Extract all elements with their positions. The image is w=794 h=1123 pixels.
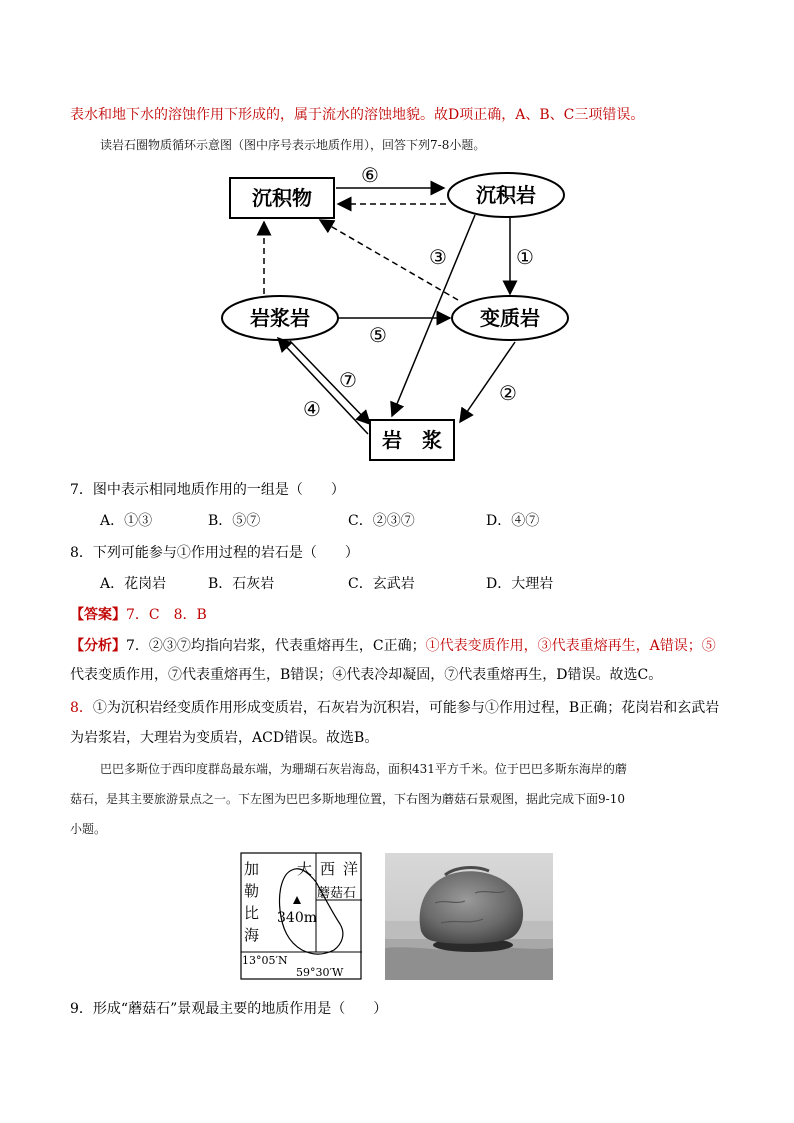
label-2: ② [499,381,517,405]
mushroom-rock-photo [385,853,553,980]
answer-tag: 【答案】 [70,607,126,623]
label-3: ③ [429,245,447,269]
q7-option-a[interactable]: A．①③ [100,513,153,529]
map-elevation: 340m [277,910,317,926]
answer-line [70,604,207,624]
analysis-line-1 [70,635,716,655]
metamorphic-label: 变质岩 [480,306,540,330]
label-4: ④ [303,397,321,421]
q7-option-b[interactable]: B．⑤⑦ [208,513,261,529]
analysis-line-2: 代表变质作用，⑦代表重熔再生，B错误；④代表冷却凝固，⑦代表重熔再生，D错误。故选C。 [70,667,663,683]
map-west-sea-1: 加 [244,860,260,878]
analysis-p3: ①为沉积岩经变质作用形成变质岩，石灰岩为沉积岩，可能参与①作用过程，B正确；花岗岩和玄武岩 [92,700,720,716]
q7-option-d[interactable]: D．④⑦ [486,513,540,529]
map-mushroom-2: 菇 [330,886,344,901]
q7-stem: 7．图中表示相同地质作用的一组是（ ） [70,482,345,498]
label-5: ⑤ [369,323,387,347]
label-1: ① [516,245,534,269]
label-6: ⑥ [361,163,379,187]
q9-10-intro-2: 菇石，是其主要旅游景点之一。下左图为巴巴多斯地理位置，下右图为蘑菇石景观图，据此完成下面9-10 [70,792,625,806]
analysis-p1-red: ①代表变质作用，③代表重熔再生，A错误；⑤ [425,638,716,654]
q9-10-intro-3: 小题。 [70,822,107,836]
q8-stem: 8．下列可能参与①作用过程的岩石是（ ） [70,545,359,561]
analysis-p3-num: 8． [70,700,93,716]
analysis-line-4: 为岩浆岩，大理岩为变质岩，ACD错误。故选B。 [70,730,379,746]
q8-option-c[interactable]: C．玄武岩 [348,576,415,592]
analysis-tag: 【分析】 [70,638,126,654]
answer-text: 7．C 8．B [126,607,207,623]
barbados-location-map [240,852,362,980]
map-ocean-3: 洋 [343,860,359,878]
map-ocean-2: 西 [320,860,336,878]
magma-label: 岩 浆 [382,428,442,452]
analysis-p1-black: 7．②③⑦均指向岩浆，代表重熔再生，C正确； [126,638,426,654]
q8-option-d[interactable]: D．大理岩 [486,576,554,592]
label-7: ⑦ [339,368,357,392]
map-ocean-1: 大 [297,860,313,878]
igneous-label: 岩浆岩 [250,306,310,330]
q9-10-intro-1: 巴巴多斯位于西印度群岛最东端，为珊瑚石灰岩海岛，面积431平方千米。位于巴巴多斯东海岸的蘑 [100,762,627,776]
q8-option-b[interactable]: B．石灰岩 [208,576,275,592]
map-west-sea-2: 勒 [244,882,260,900]
map-mushroom-1: 蘑 [317,886,331,901]
intro-line: 表水和地下水的溶蚀作用下形成的，属于流水的溶蚀地貌。故D项正确，A、B、C三项错误。 [70,107,645,123]
sedimentary-label: 沉积岩 [476,183,536,207]
sediment-label: 沉积物 [252,186,312,210]
map-latitude: 13°05′N [242,954,288,967]
map-west-sea-3: 比 [244,904,260,922]
rock-cycle-diagram [220,160,580,470]
analysis-line-3 [70,697,719,717]
question-intro-7-8: 读岩石圈物质循环示意图（图中序号表示地质作用），回答下列7-8小题。 [100,138,486,152]
map-mushroom-3: 石 [343,886,357,901]
q9-stem: 9．形成“蘑菇石”景观最主要的地质作用是（ ） [70,1001,388,1017]
map-longitude: 59°30′W [296,966,344,979]
map-west-sea-4: 海 [244,926,260,944]
q8-option-a[interactable]: A．花岗岩 [100,576,167,592]
q7-option-c[interactable]: C．②③⑦ [348,513,415,529]
